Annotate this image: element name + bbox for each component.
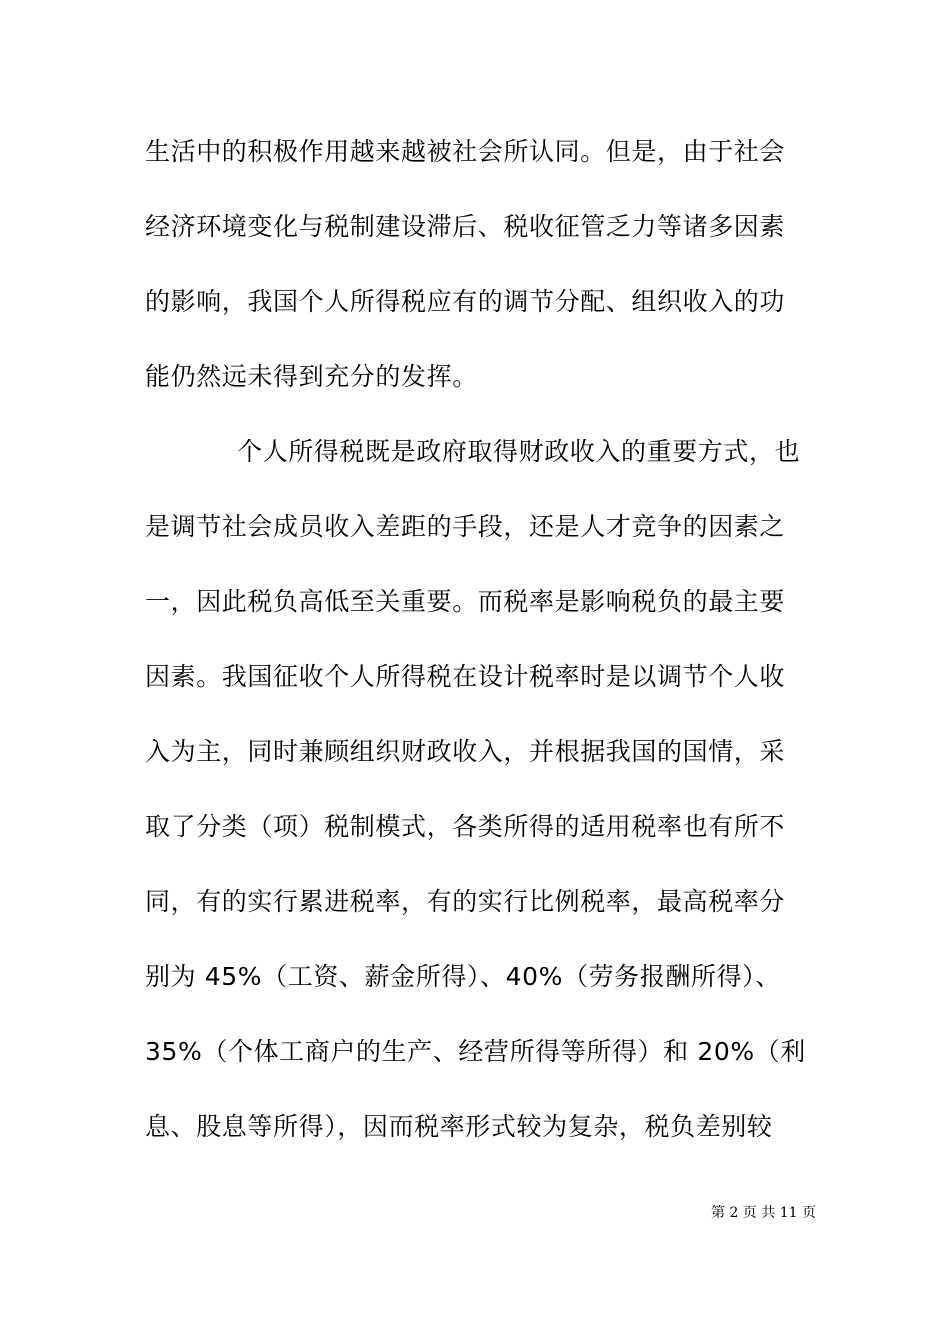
text-line: 能仍然远未得到充分的发挥。: [145, 362, 478, 391]
text-line: 35%（个体工商户的生产、经营所得等所得）和 20%（利: [145, 1037, 806, 1066]
text-line: 因素。我国征收个人所得税在设计税率时是以调节个人收: [145, 662, 786, 691]
text-line: 一，因此税负高低至关重要。而税率是影响税负的最主要: [145, 587, 786, 616]
text-line: 生活中的积极作用越来越被社会所认同。但是，由于社会: [145, 137, 786, 166]
text-line: 别为 45%（工资、薪金所得）、40%（劳务报酬所得）、: [145, 962, 781, 991]
text-line: 息、股息等所得），因而税率形式较为复杂，税负差别较: [145, 1112, 773, 1141]
body-text: [145, 127, 825, 1177]
text-line: 取了分类（项）税制模式，各类所得的适用税率也有所不: [145, 812, 786, 841]
text-line: 入为主，同时兼顾组织财政收入，并根据我国的国情，采: [145, 737, 786, 766]
text-line: 经济环境变化与税制建设滞后、税收征管乏力等诸多因素: [145, 212, 786, 241]
text-line: 同，有的实行累进税率，有的实行比例税率，最高税率分: [145, 887, 786, 916]
text-line: 的影响，我国个人所得税应有的调节分配、组织收入的功: [145, 287, 786, 316]
page-number-footer: 第 2 页 共 11 页: [711, 1205, 816, 1221]
text-line: 是调节社会成员收入差距的手段，还是人才竞争的因素之: [145, 512, 786, 541]
paragraph-first-line: 个人所得税既是政府取得财政收入的重要方式，也: [237, 437, 801, 466]
